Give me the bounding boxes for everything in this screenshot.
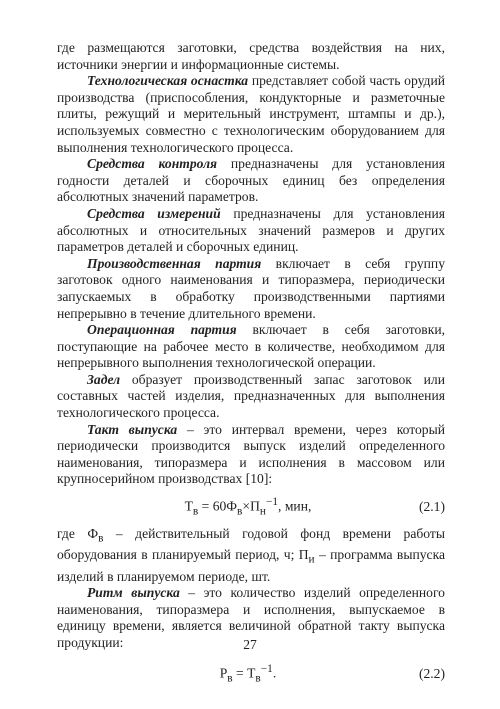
paragraph-backlog — [57, 372, 445, 422]
term-operation-batch: Операционная партия — [87, 322, 237, 338]
term-release-rhythm: Ритм выпуска — [87, 585, 180, 601]
formula-number: (2.2) — [418, 666, 445, 681]
paragraph-text: где размещаются заготовки, средства воздействия на них, источники энергии и информационные системы. — [57, 40, 445, 72]
paragraph-text: включает в себя группу заготовок одного наименования и типоразмера, периодически запускаемых в обработку производственными партиями непрерывно в течение длительного времени. — [57, 255, 445, 321]
formula-expression: $Р_в = Т_в^{-1}$. — [219, 663, 277, 685]
paragraph-text: включает в себя заготовки, поступающие на рабочее место в количестве, необходимом для непрерывного выполнения технологической операции. — [57, 322, 445, 371]
term-backlog: Задел — [87, 371, 121, 387]
paragraph-operation-batch — [57, 322, 445, 372]
term-release-tact: Такт выпуска — [87, 421, 178, 437]
term-measuring-means: Средства измерений — [87, 205, 221, 221]
paragraph-release-tact — [57, 422, 445, 488]
paragraph-text: представляет собой часть орудий производства (приспособления, кондукторные и разметочные плиты, режущий и мерительный инструмент, штампы и др.), используемых совместно с технологическим оборудованием для выполнения технологического процесса. — [57, 73, 445, 155]
formula-2-2 — [57, 661, 445, 687]
paragraph-measuring-means — [57, 206, 445, 256]
paragraph-text: предназначены для установления годности деталей и сборочных единиц без определения абсолютных значений параметров. — [57, 156, 445, 205]
term-production-batch: Производственная партия — [87, 255, 262, 271]
formula-expression: $Т_в = 60Ф_в\times П_н^{-1}$, мин, — [184, 496, 312, 518]
page-content — [57, 40, 445, 693]
formula-number: (2.1) — [418, 498, 445, 514]
paragraph-production-batch — [57, 256, 445, 322]
paragraph-text: – это количество изделий определенного наименования, типоразмера и исполнения, выпускаемое в единицу времени, является величиной обратной такту выпуска продукции: — [57, 585, 445, 650]
paragraph-continuation — [57, 40, 445, 73]
paragraph-formula-explanation: где $Ф_в$ – действительный годовой фонд времени работы оборудования в планируемый период, ч; $П_и$ – программа выпуска изделий в планируемом периоде, шт. — [57, 525, 445, 584]
term-tech-equipment: Технологическая оснастка — [87, 73, 249, 89]
paragraph-text: образует производственный запас заготовок или составных частей изделия, предназначенных для выполнения технологического процесса. — [57, 371, 445, 421]
paragraph-control-means — [57, 156, 445, 206]
page-number: 27 — [243, 637, 257, 652]
paragraph-text: – это интервал времени, через который периодически производится выпуск изделий определенного наименования, типоразмера и исполнения в массовом или крупносерийном производствах [10]: — [57, 421, 445, 487]
formula-2-1 — [57, 494, 445, 520]
paragraph-tech-equipment — [57, 73, 445, 156]
paragraph-text: предназначены для установления абсолютных и относительных значений размеров и других параметров деталей и сборочных единиц. — [57, 205, 445, 255]
term-control-means: Средства контроля — [87, 156, 218, 172]
